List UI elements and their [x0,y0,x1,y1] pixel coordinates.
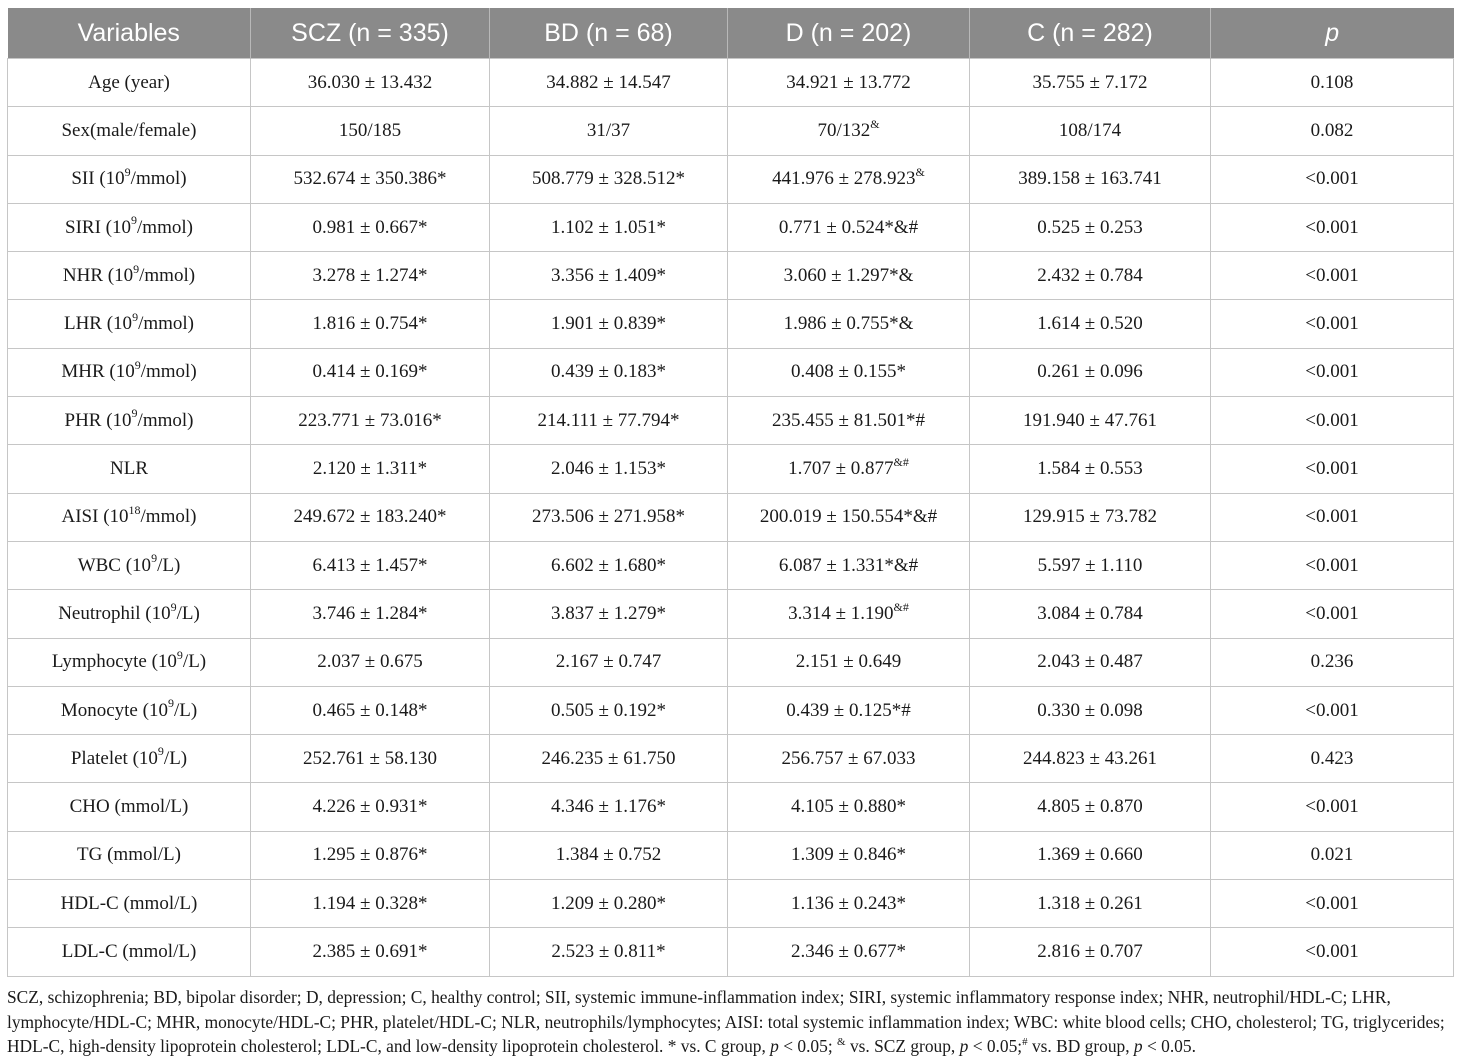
cell-c [970,880,1211,928]
cell-value: 223.771 ± 73.016* [298,409,442,431]
cell-d [728,59,970,107]
cell-scz [251,252,490,300]
cell-scz [251,493,490,541]
variable-exponent: 9 [151,551,158,566]
cell-d [728,590,970,638]
cell-bd [490,493,728,541]
cell-value: 0.505 ± 0.192* [551,699,666,721]
variable-name: WBC (10 [77,554,152,576]
cell-c [970,541,1211,589]
table-row [8,107,1454,155]
variable-name: CHO (mmol/L) [69,796,189,818]
cell-significance-mark: & [870,116,880,131]
cell-scz [251,107,490,155]
cell-value: 252.761 ± 58.130 [303,747,437,769]
table-row [8,59,1454,107]
cell-d [728,107,970,155]
cell-d [728,735,970,783]
cell-value: 3.746 ± 1.284* [312,602,428,624]
variable-unit: /mmol) [138,313,195,335]
cell-c [970,107,1211,155]
variable-unit: /L) [157,554,181,576]
cell-c [970,348,1211,396]
cell-c [970,928,1211,976]
table-row [8,831,1454,879]
header-c: C (n = 282) [970,8,1211,59]
cell-value: 31/37 [586,119,631,141]
cell-variable [8,541,251,589]
cell-value: 2.043 ± 0.487 [1037,651,1143,673]
cell-d [728,300,970,348]
variable-unit: /L) [182,651,207,673]
cell-value: 1.986 ± 0.755*& [783,313,914,335]
cell-value: 1.136 ± 0.243* [791,892,906,914]
cell-significance-mark: & [915,164,925,179]
cell-value: 3.060 ± 1.297*& [783,264,914,286]
cell-p: <0.001 [1211,541,1454,589]
cell-p: <0.001 [1211,203,1454,251]
cell-value: 1.295 ± 0.876* [312,844,428,866]
cell-bd [490,397,728,445]
cell-d [728,686,970,734]
cell-d [728,783,970,831]
variable-unit: /L) [176,602,200,624]
cell-variable [8,348,251,396]
cell-scz [251,348,490,396]
variable-name: HDL-C (mmol/L) [60,892,198,914]
cell-c [970,203,1211,251]
cell-value: 4.105 ± 0.880* [791,796,906,818]
cell-scz [251,880,490,928]
cell-p: <0.001 [1211,686,1454,734]
cell-p: <0.001 [1211,397,1454,445]
cell-value: 1.584 ± 0.553 [1037,458,1143,480]
cell-value: 3.837 ± 1.279* [551,602,666,624]
footnote-hash-text: vs. BD group, [1031,1036,1130,1056]
cell-value: 246.235 ± 61.750 [541,747,676,769]
table-row [8,397,1454,445]
cell-value: 2.816 ± 0.707 [1037,940,1143,962]
table-row [8,590,1454,638]
cell-value: 1.318 ± 0.261 [1037,892,1143,914]
cell-value: 0.330 ± 0.098 [1037,699,1143,721]
table-row [8,783,1454,831]
cell-p: <0.001 [1211,783,1454,831]
cell-c [970,445,1211,493]
variable-unit: /L) [163,747,188,769]
cell-value: 35.755 ± 7.172 [1032,71,1148,93]
cell-p: <0.001 [1211,300,1454,348]
table-container [7,8,1453,977]
header-variables: Variables [8,8,251,59]
cell-scz [251,397,490,445]
cell-bd [490,155,728,203]
header-scz: SCZ (n = 335) [251,8,490,59]
cell-value: 214.111 ± 77.794* [537,409,680,431]
table-body [8,59,1454,977]
cell-value: 441.976 ± 278.923 [772,168,916,190]
cell-variable [8,397,251,445]
variable-exponent: 9 [170,599,177,614]
variable-unit: /mmol) [140,506,197,528]
table-footnote [7,985,1455,1059]
cell-bd [490,831,728,879]
cell-value: 1.614 ± 0.520 [1037,313,1143,335]
cell-bd [490,638,728,686]
footnote-amp-sup: & [837,1036,846,1049]
variable-exponent: 9 [157,744,164,759]
cell-d [728,445,970,493]
cell-scz [251,686,490,734]
cell-d [728,348,970,396]
variable-exponent: 9 [133,261,140,276]
variable-exponent: 9 [176,647,183,662]
cell-d [728,203,970,251]
cell-value: 3.314 ± 1.190 [788,602,894,624]
cell-variable [8,686,251,734]
footnote-threshold-1: < 0.05; [783,1036,833,1056]
cell-value: 3.356 ± 1.409* [551,264,666,286]
variable-name: SII (10 [71,168,125,190]
cell-d [728,928,970,976]
cell-c [970,638,1211,686]
cell-scz [251,203,490,251]
variable-exponent: 18 [128,502,141,517]
cell-d [728,541,970,589]
variable-name: PHR (10 [64,409,132,431]
cell-significance-mark: &# [893,454,909,469]
cell-value: 4.346 ± 1.176* [551,796,666,818]
cell-p: <0.001 [1211,493,1454,541]
cell-value: 0.525 ± 0.253 [1037,216,1143,238]
cell-p: <0.001 [1211,880,1454,928]
table-row [8,686,1454,734]
cell-bd [490,348,728,396]
cell-value: 1.194 ± 0.328* [312,892,428,914]
cell-value: 2.346 ± 0.677* [791,940,906,962]
cell-value: 2.151 ± 0.649 [795,651,902,673]
cell-value: 1.384 ± 0.752 [555,844,662,866]
table-row [8,252,1454,300]
cell-value: 34.882 ± 14.547 [546,71,671,93]
cell-d [728,638,970,686]
cell-d [728,880,970,928]
cell-value: 36.030 ± 13.432 [307,71,433,93]
footnote-threshold-3: < 0.05. [1146,1036,1196,1056]
variable-name: Monocyte (10 [60,699,168,721]
variable-name: SIRI (10 [65,216,132,238]
cell-value: 0.414 ± 0.169* [312,361,428,383]
variable-exponent: 9 [131,406,138,421]
header-p: p [1211,8,1454,59]
footnote-p-1: p [770,1036,779,1056]
cell-variable [8,783,251,831]
cell-d [728,155,970,203]
cell-value: 1.707 ± 0.877 [788,458,894,480]
cell-bd [490,590,728,638]
cell-bd [490,541,728,589]
cell-bd [490,880,728,928]
cell-scz [251,928,490,976]
cell-bd [490,107,728,155]
cell-value: 2.167 ± 0.747 [555,651,662,673]
variable-unit: /mmol) [130,168,187,190]
cell-bd [490,252,728,300]
variable-exponent: 9 [124,164,131,179]
cell-d [728,252,970,300]
table-row [8,300,1454,348]
table-row [8,445,1454,493]
footnote-p-2: p [959,1036,969,1056]
cell-value: 70/132 [817,119,871,141]
cell-p: 0.082 [1211,107,1454,155]
variable-name: NLR [110,458,148,480]
cell-variable [8,831,251,879]
variable-unit: /mmol) [137,409,194,431]
cell-value: 1.816 ± 0.754* [312,313,428,335]
table-row [8,203,1454,251]
table-row [8,928,1454,976]
cell-c [970,686,1211,734]
cell-bd [490,445,728,493]
variable-name: LHR (10 [63,313,133,335]
cell-value: 244.823 ± 43.261 [1023,747,1157,769]
cell-value: 108/174 [1058,119,1122,141]
cell-variable [8,735,251,783]
table-row [8,735,1454,783]
cell-value: 0.981 ± 0.667* [312,216,428,238]
footnote-star: * vs. C group, [667,1036,766,1056]
cell-value: 0.439 ± 0.183* [551,361,666,383]
cell-scz [251,59,490,107]
table-header [8,8,1454,59]
table-row [8,493,1454,541]
cell-bd [490,686,728,734]
cell-p: 0.021 [1211,831,1454,879]
variable-unit: /mmol) [139,264,196,286]
cell-p: <0.001 [1211,590,1454,638]
cell-scz [251,783,490,831]
variable-name: NHR (10 [62,264,134,286]
cell-value: 508.779 ± 328.512* [532,168,685,190]
footnote-hash-sup: # [1022,1036,1028,1049]
cell-value: 1.901 ± 0.839* [551,313,666,335]
variable-name: Age (year) [88,71,170,93]
cell-p: <0.001 [1211,252,1454,300]
cell-value: 6.602 ± 1.680* [551,554,666,576]
cell-d [728,493,970,541]
variable-unit: /mmol) [137,216,193,238]
footnote-abbreviations: SCZ, schizophrenia; BD, bipolar disorder; D, depression; C, healthy control; SII, systemic immune-inflammation index; SIRI, systemic inflammatory response index; NHR, neutrophil/HDL-C; LHR, lymphocyte/HDL-C; MHR, monocyte/HDL-C; PHR, platelet/HDL-C; NLR, neutrophils/lymphocytes; AISI: total systemic inflammation index; WBC: white blood cells; CHO, cholesterol; TG, triglycerides; HDL-C, high-density lipoprotein cholesterol; LDL-C, and low-density lipoprotein cholesterol. [7,987,1445,1056]
cell-value: 389.158 ± 163.741 [1018,168,1162,190]
cell-p: <0.001 [1211,155,1454,203]
cell-scz [251,590,490,638]
variable-exponent: 9 [134,358,141,373]
cell-variable [8,493,251,541]
cell-value: 34.921 ± 13.772 [786,71,911,93]
cell-value: 4.805 ± 0.870 [1037,796,1143,818]
cell-value: 0.408 ± 0.155* [791,361,906,383]
table-row [8,155,1454,203]
cell-value: 256.757 ± 67.033 [781,747,916,769]
cell-c [970,300,1211,348]
cell-p: 0.236 [1211,638,1454,686]
cell-p: 0.423 [1211,735,1454,783]
cell-value: 2.120 ± 1.311* [312,458,428,480]
table-row [8,348,1454,396]
variable-name: LDL-C (mmol/L) [61,940,197,962]
cell-bd [490,300,728,348]
footnote-p-3: p [1133,1036,1143,1056]
cell-variable [8,155,251,203]
cell-c [970,783,1211,831]
cell-value: 2.046 ± 1.153* [551,458,666,480]
cell-variable [8,59,251,107]
footnote-amp-text: vs. SCZ group, [849,1036,956,1056]
variable-exponent: 9 [167,696,174,711]
data-table [7,8,1454,977]
cell-variable [8,252,251,300]
cell-variable [8,203,251,251]
variable-name: AISI (10 [61,506,129,528]
cell-value: 0.771 ± 0.524*&# [778,216,919,238]
cell-d [728,397,970,445]
cell-value: 273.506 ± 271.958* [532,506,685,528]
cell-value: 249.672 ± 183.240* [293,506,447,528]
cell-c [970,155,1211,203]
header-d: D (n = 202) [728,8,970,59]
cell-variable [8,928,251,976]
cell-variable [8,107,251,155]
cell-variable [8,300,251,348]
cell-value: 3.084 ± 0.784 [1037,602,1143,624]
variable-exponent: 9 [131,213,138,228]
cell-p: 0.108 [1211,59,1454,107]
variable-name: Neutrophil (10 [58,602,171,624]
cell-scz [251,735,490,783]
cell-value: 5.597 ± 1.110 [1037,554,1143,576]
variable-name: MHR (10 [61,361,135,383]
cell-value: 200.019 ± 150.554*&# [759,506,938,528]
table-row [8,541,1454,589]
cell-c [970,590,1211,638]
cell-value: 191.940 ± 47.761 [1023,409,1157,431]
header-row [8,8,1454,59]
cell-p: <0.001 [1211,445,1454,493]
cell-bd [490,203,728,251]
table-row [8,638,1454,686]
variable-unit: /L) [173,699,198,721]
cell-variable [8,880,251,928]
cell-value: 2.385 ± 0.691* [312,940,428,962]
cell-c [970,831,1211,879]
cell-variable [8,445,251,493]
cell-c [970,252,1211,300]
cell-significance-mark: &# [893,599,909,614]
variable-name: Sex(male/female) [61,119,197,141]
cell-value: 6.087 ± 1.331*&# [778,554,919,576]
cell-value: 4.226 ± 0.931* [312,796,428,818]
cell-value: 0.439 ± 0.125*# [786,699,911,721]
cell-scz [251,445,490,493]
cell-c [970,493,1211,541]
cell-value: 6.413 ± 1.457* [312,554,428,576]
cell-c [970,59,1211,107]
cell-scz [251,831,490,879]
table-row [8,880,1454,928]
cell-value: 1.209 ± 0.280* [551,892,666,914]
cell-value: 150/185 [338,119,402,141]
cell-p: <0.001 [1211,348,1454,396]
variable-unit: /mmol) [140,361,197,383]
cell-d [728,831,970,879]
cell-variable [8,638,251,686]
cell-c [970,397,1211,445]
variable-name: TG (mmol/L) [77,844,181,866]
cell-bd [490,928,728,976]
cell-bd [490,735,728,783]
cell-value: 2.037 ± 0.675 [317,651,423,673]
cell-value: 1.102 ± 1.051* [551,216,666,238]
cell-value: 1.369 ± 0.660 [1037,844,1143,866]
cell-bd [490,59,728,107]
cell-value: 129.915 ± 73.782 [1023,506,1157,528]
header-bd: BD (n = 68) [490,8,728,59]
cell-value: 532.674 ± 350.386* [293,168,447,190]
cell-c [970,735,1211,783]
variable-exponent: 9 [132,309,139,324]
cell-value: 1.309 ± 0.846* [791,844,906,866]
cell-value: 3.278 ± 1.274* [312,264,428,286]
cell-bd [490,783,728,831]
cell-value: 2.432 ± 0.784 [1037,264,1143,286]
cell-value: 235.455 ± 81.501*# [772,409,925,431]
cell-value: 0.465 ± 0.148* [312,699,428,721]
variable-name: Platelet (10 [70,747,158,769]
cell-scz [251,638,490,686]
cell-scz [251,155,490,203]
footnote-threshold-2: < 0.05; [972,1036,1023,1056]
cell-value: 0.261 ± 0.096 [1037,361,1143,383]
cell-variable [8,590,251,638]
cell-p: <0.001 [1211,928,1454,976]
cell-scz [251,541,490,589]
variable-name: Lymphocyte (10 [51,651,177,673]
cell-scz [251,300,490,348]
cell-value: 2.523 ± 0.811* [551,940,666,962]
